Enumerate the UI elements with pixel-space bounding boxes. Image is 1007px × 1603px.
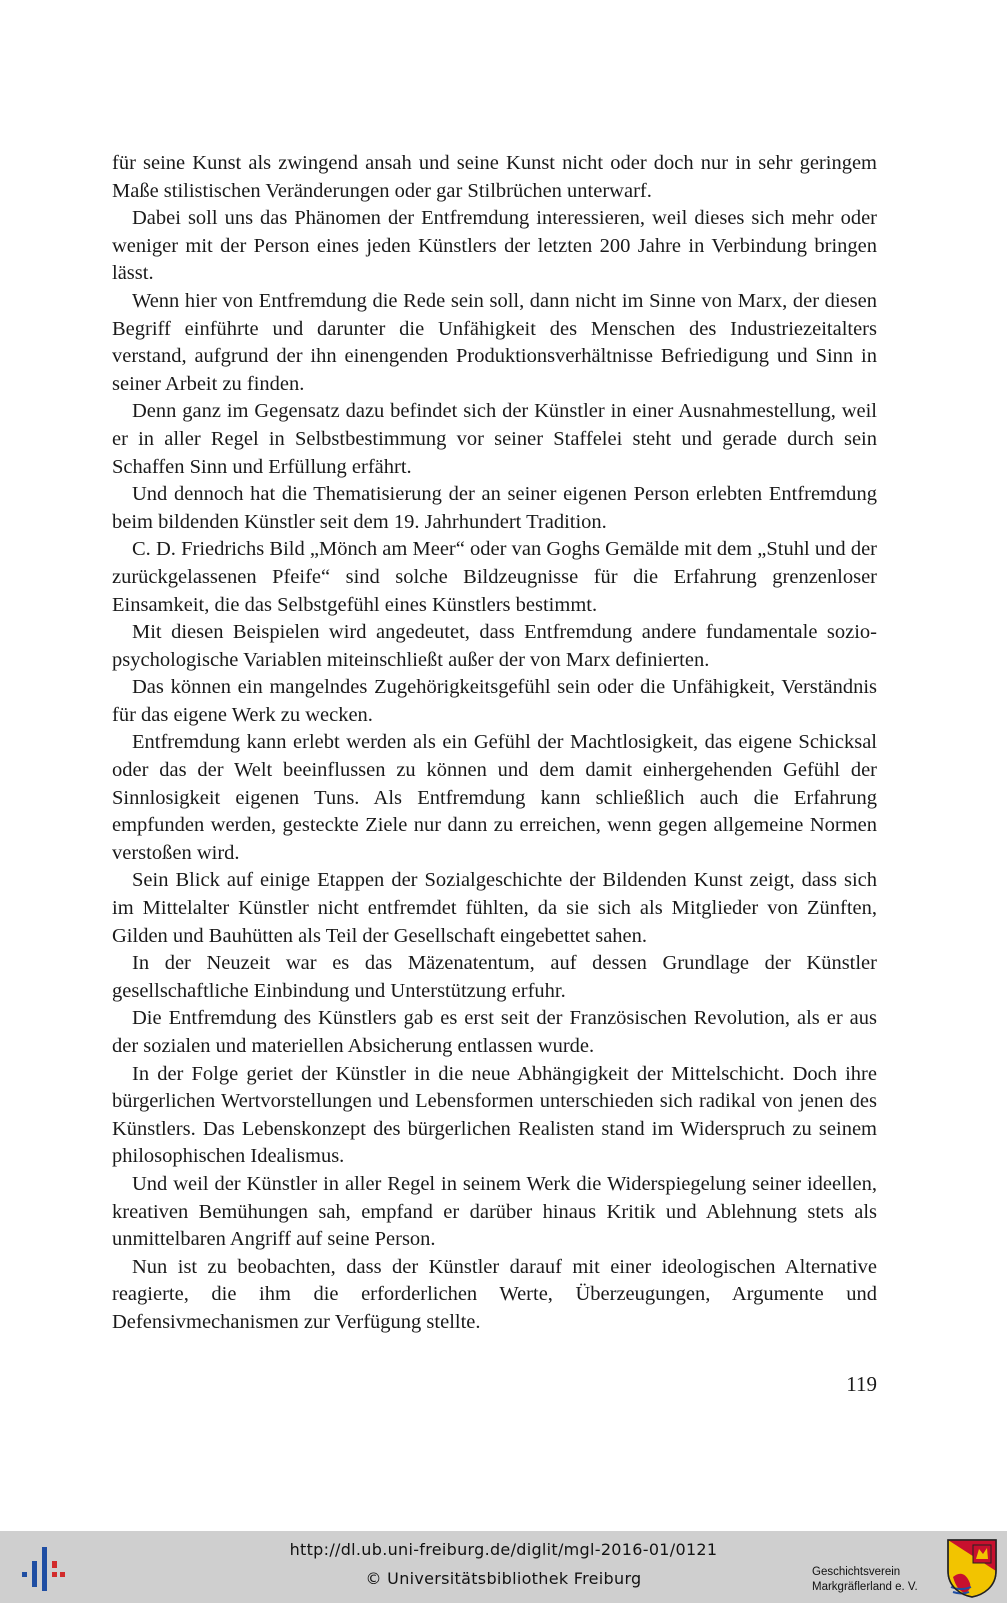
paragraph: Wenn hier von Entfremdung die Rede sein soll, dann nicht im Sinne von Marx, der diesen Begriff einführte und darunter die Unfähigkeit des Menschen des Industriezeitalters verstand, aufgrund der ihn einengenden Produktionsverhältnisse Befriedigung und Sinn in seiner Arbeit zu finden. — [112, 289, 877, 395]
footer-url-link[interactable]: http://dl.ub.uni-freiburg.de/diglit/mgl-2016-01/0121 — [289, 1540, 718, 1559]
page-number: 119 — [846, 1372, 877, 1396]
paragraph: Entfremdung kann erlebt werden als ein Gefühl der Machtlosigkeit, das eigene Schicksal oder das der Welt beeinflussen zu können und dem damit einhergehenden Gefühl der Sinnlosigkeit eigenen Tuns. Als Entfremdung kann schließlich auch die Erfahrung empfunden werden, gesteckte Ziele nur dann zu erreichen, wenn gegen allgemeine Normen verstoßen wird. — [112, 731, 877, 864]
footer-bar — [0, 1531, 1007, 1603]
paragraph: In der Folge geriet der Künstler in die neue Abhängigkeit der Mittelschicht. Doch ihre bürgerlichen Wertvorstellungen und Lebensformen unterschieden sich radikal von jenen des Künstlers. Das Lebenskonzept des bürgerlichen Realisten stand im Widerspruch zu seinem philosophischen Idealismus. — [112, 1062, 877, 1168]
paragraph: Denn ganz im Gegensatz dazu befindet sich der Künstler in einer Ausnahmestellung, weil er in aller Regel in Selbstbestimmung vor seiner Staffelei steht und gerade durch sein Schaffen Sinn und Erfüllung erfährt. — [112, 400, 877, 478]
society-name — [812, 1565, 918, 1595]
paragraph: Sein Blick auf einige Etappen der Sozialgeschichte der Bildenden Kunst zeigt, dass sich im Mittelalter Künstler nicht entfremdet fühlten, da sie sich als Mitglieder von Zünften, Gilden und Bauhütten als Teil der Gesellschaft eingebettet sahen. — [112, 869, 877, 947]
footer-copyright: © Universitätsbibliothek Freiburg — [365, 1569, 642, 1588]
society-name-line1: Geschichtsverein — [812, 1566, 901, 1578]
paragraph: Die Entfremdung des Künstlers gab es erst seit der Französischen Revolution, als er aus der sozialen und materiellen Absicherung entlassen wurde. — [112, 1007, 877, 1057]
paragraph: In der Neuzeit war es das Mäzenatentum, auf dessen Grundlage der Künstler gesellschaftliche Einbindung und Unterstützung erfuhr. — [112, 952, 877, 1002]
paragraph: Und weil der Künstler in aller Regel in seinem Werk die Widerspiegelung seiner ideellen, kreativen Bemühungen sah, empfand er darüber hinaus Kritik und Ablehnung stets als unmittelbaren Angriff auf seine Person. — [112, 1172, 877, 1251]
paragraph: Mit diesen Beispielen wird angedeutet, dass Entfremdung andere fundamentale sozio-psychologische Variablen miteinschließt außer der von Marx definierten. — [112, 621, 877, 671]
markgraeflerland-crest-icon[interactable] — [945, 1537, 999, 1599]
paragraph: Dabei soll uns das Phänomen der Entfremdung interessieren, weil dieses sich mehr oder weniger mit der Person eines jeden Künstlers der letzten 200 Jahre in Verbindung bringen lässt. — [112, 207, 877, 285]
society-name-line2: Markgräflerland e. V. — [812, 1581, 918, 1593]
paragraph: für seine Kunst als zwingend ansah und seine Kunst nicht oder doch nur in sehr geringem Maße stilistischen Veränderungen oder gar Stilbrüchen unterwarf. — [112, 152, 877, 202]
paragraph: Und dennoch hat die Thematisierung der an seiner eigenen Person erlebten Entfremdung beim bildenden Künstler seit dem 19. Jahrhundert Tradition. — [112, 483, 877, 533]
page-body — [112, 150, 877, 1337]
paragraph: Nun ist zu beobachten, dass der Künstler darauf mit einer ideologischen Alternative reagierte, die ihm die erforderlichen Werte, Überzeugungen, Argumente und Defensivmechanismen zur Verfügung stellte. — [112, 1255, 877, 1333]
paragraph: Das können ein mangelndes Zugehörigkeitsgefühl sein oder die Unfähigkeit, Verständnis für das eigene Werk zu wecken. — [112, 676, 877, 726]
paragraph: C. D. Friedrichs Bild „Mönch am Meer“ oder van Goghs Gemälde mit dem „Stuhl und der zurückgelassenen Pfeife“ sind solche Bildzeugnisse für die Erfahrung grenzenloser Einsamkeit, die das Selbstgefühl eines Künstlers bestimmt. — [112, 538, 877, 616]
